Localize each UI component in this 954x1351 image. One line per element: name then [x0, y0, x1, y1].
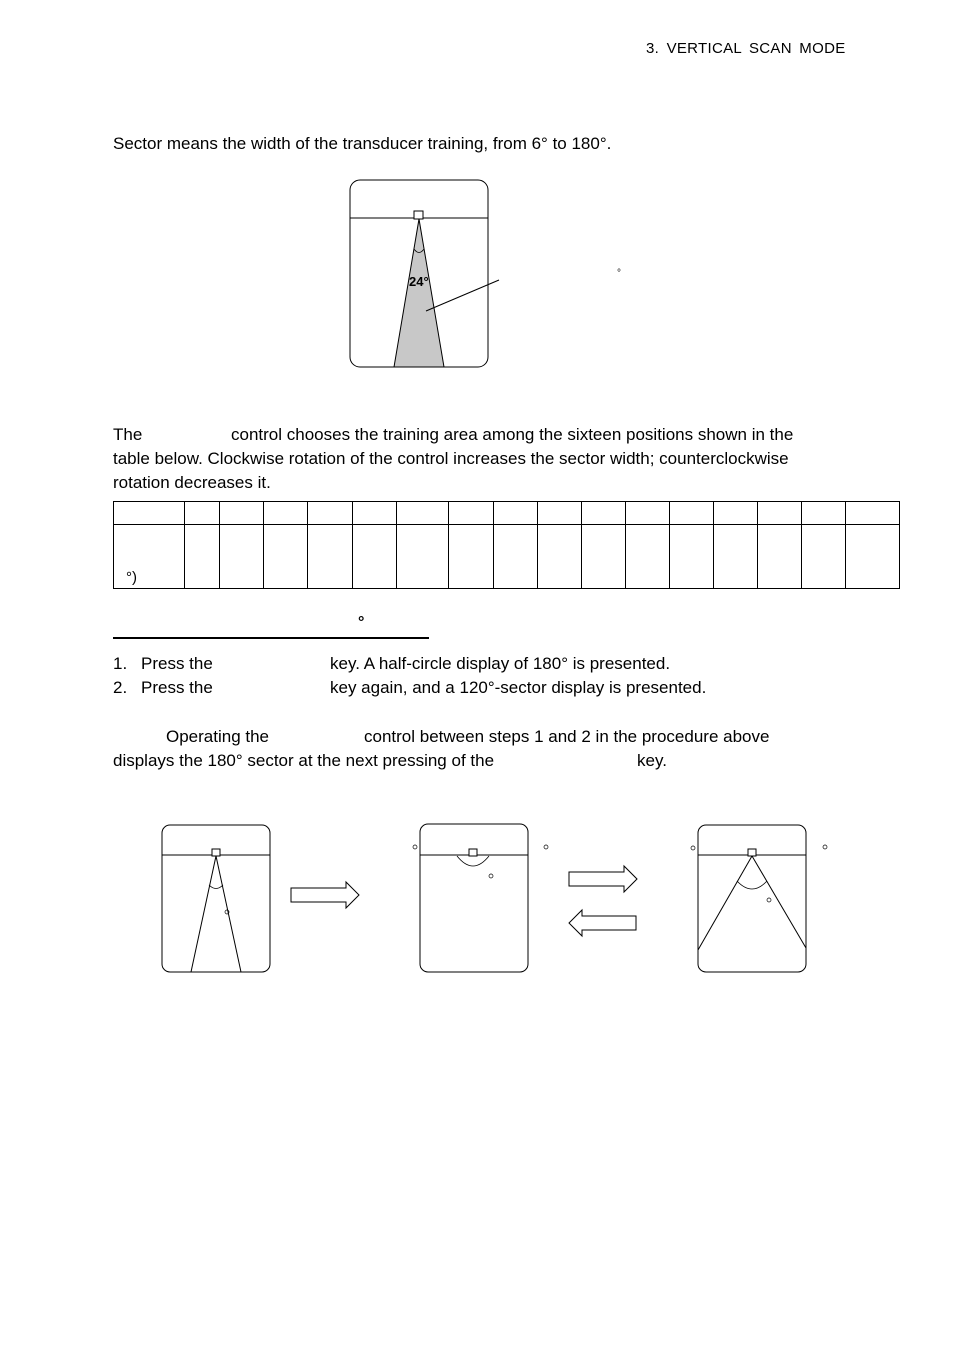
intro-text: Sector means the width of the transducer training, from 6° to 180°.: [113, 134, 612, 153]
para-line3: rotation decreases it.: [113, 473, 271, 492]
arrow-right-icon: [569, 866, 637, 892]
step2-end: key again, and a 120°-sector display is presented.: [330, 678, 707, 697]
arrow-left-icon: [569, 910, 636, 936]
display-120-sector: [691, 825, 827, 972]
display-narrow-sector: [162, 825, 270, 972]
step2-number: 2.: [113, 678, 128, 697]
note-line2-start: displays the 180° sector at the next pressing of the: [113, 751, 495, 770]
para-line2: table below. Clockwise rotation of the control increases the sector width; counterclockwise: [113, 449, 789, 468]
sector-angle-label: 24°: [409, 274, 429, 289]
step1-number: 1.: [113, 654, 128, 673]
display-half-circle: [413, 824, 548, 972]
note-line2-end: key.: [637, 751, 667, 770]
para-line1-start: The: [113, 425, 143, 444]
note-line1-end: control between steps 1 and 2 in the procedure above: [364, 727, 770, 746]
page-header: 3. VERTICAL SCAN MODE: [646, 40, 846, 57]
note-line1-start: Operating the: [166, 727, 270, 746]
para-line1-end: control chooses the training area among the sixteen positions shown in the: [231, 425, 794, 444]
step1-end: key. A half-circle display of 180° is presented.: [330, 654, 671, 673]
arrow-right-icon: [291, 882, 359, 908]
procedure-heading-degree: °: [358, 614, 365, 631]
callout-degree: °: [617, 268, 621, 279]
row-label: °): [126, 569, 137, 586]
step1-start: Press the: [141, 654, 213, 673]
step2-start: Press the: [141, 678, 213, 697]
